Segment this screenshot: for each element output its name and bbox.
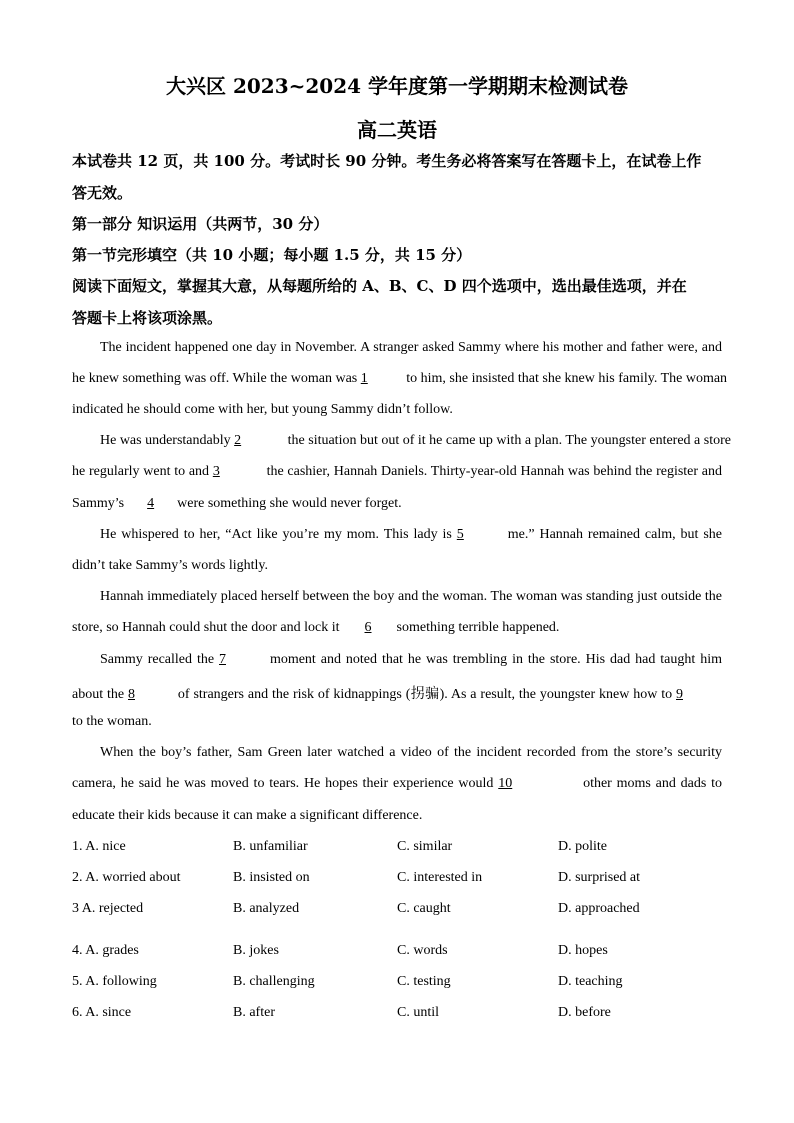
option-b: B. insisted on [233,870,310,885]
blank-7: 7 [219,652,226,667]
passage-line: Sammy recalled the 7 moment and noted that he was trembling in the store. His dad had taught him [100,652,722,667]
option-c: C. words [397,943,448,958]
option-d: D. teaching [558,974,623,989]
passage-line: didn’t take Sammy’s words lightly. [72,558,268,573]
directions-line-1: 阅读下面短文，掌握其大意，从每题所给的 A、B、C、D 四个选项中，选出最佳选项，并在 [72,277,687,295]
option-a: 3 A. rejected [72,901,144,916]
blank-1: 1 [360,371,368,386]
option-a: 4. A. grades [72,943,139,958]
option-b: B. after [233,1005,275,1020]
passage-line: educate their kids because it can make a significant difference. [72,808,423,823]
passage-line: he regularly went to and 3 the cashier, Hannah Daniels. Thirty-year-old Hannah was behind the register and [72,464,723,479]
option-d: D. before [558,1005,611,1020]
option-c: C. interested in [397,870,483,885]
option-b: B. challenging [233,974,315,989]
blank-2: 2 [234,433,242,448]
instructions-line-2: 答无效。 [72,184,133,202]
option-c: C. caught [397,901,451,916]
option-a: 5. A. following [72,974,157,989]
option-b: B. analyzed [233,901,300,916]
option-a: 2. A. worried about [72,870,181,885]
passage-line: store, so Hannah could shut the door and lock it 6 something terrible happened. [72,620,560,635]
directions-line-2: 答题卡上将该项涂黑。 [72,309,223,327]
option-c: C. testing [397,974,451,989]
passage-line: indicated he should come with her, but young Sammy didn’t follow. [72,402,453,417]
passage-line: Hannah immediately placed herself between the boy and the woman. The woman was standing just outside the [100,589,722,604]
instructions-line-1: 本试卷共 12 页，共 100 分。考试时长 90 分钟。考生务必将答案写在答题卡上，在试卷上作 [72,152,702,170]
passage-line: he knew something was off. While the woman was 1 to him, she insisted that she knew his family. The woman [72,371,728,386]
blank-6: 6 [364,620,372,635]
blank-10: 10 [498,776,513,791]
blank-5: 5 [456,527,464,542]
option-d: D. approached [558,901,640,916]
passage-line: He whispered to her, “Act like you’re my mom. This lady is 5 me.” Hannah remained calm, but she [100,527,723,542]
option-d: D. polite [558,839,607,854]
option-a: 1. A. nice [72,839,126,854]
option-a: 6. A. since [72,1005,132,1020]
blank-8: 8 [128,687,135,702]
passage-line: to the woman. [72,714,152,729]
passage-line: camera, he said he was moved to tears. He hopes their experience would 10 other moms and dads to [72,776,723,791]
part-one-heading: 第一部分 知识运用（共两节，30 分） [72,215,329,233]
passage-line: He was understandably 2 the situation but out of it he came up with a plan. The youngster entered a store [100,433,731,448]
option-d: D. surprised at [558,870,641,885]
passage-line: When the boy’s father, Sam Green later watched a video of the incident recorded from the store’s security [100,745,722,760]
blank-3: 3 [212,464,220,479]
exam-subject: 高二英语 [357,118,437,142]
option-c: C. similar [397,839,453,854]
exam-title: 大兴区 2023~2024 学年度第一学期期末检测试卷 [165,74,628,98]
option-b: B. jokes [233,943,279,958]
passage-line: Sammy’s 4 were something she would never forget. [72,496,402,511]
section-one-heading: 第一节完形填空（共 10 小题；每小题 1.5 分，共 15 分） [72,246,472,264]
passage-line: The incident happened one day in November. A stranger asked Sammy where his mother and father were, and [100,340,722,355]
option-c: C. until [397,1005,440,1020]
option-d: D. hopes [558,943,608,958]
option-b: B. unfamiliar [233,839,308,854]
blank-9: 9 [676,687,683,702]
passage-line: about the 8 of strangers and the risk of kidnappings (拐骗). As a result, the youngster knew how to 9 [72,683,722,703]
blank-4: 4 [147,496,155,511]
